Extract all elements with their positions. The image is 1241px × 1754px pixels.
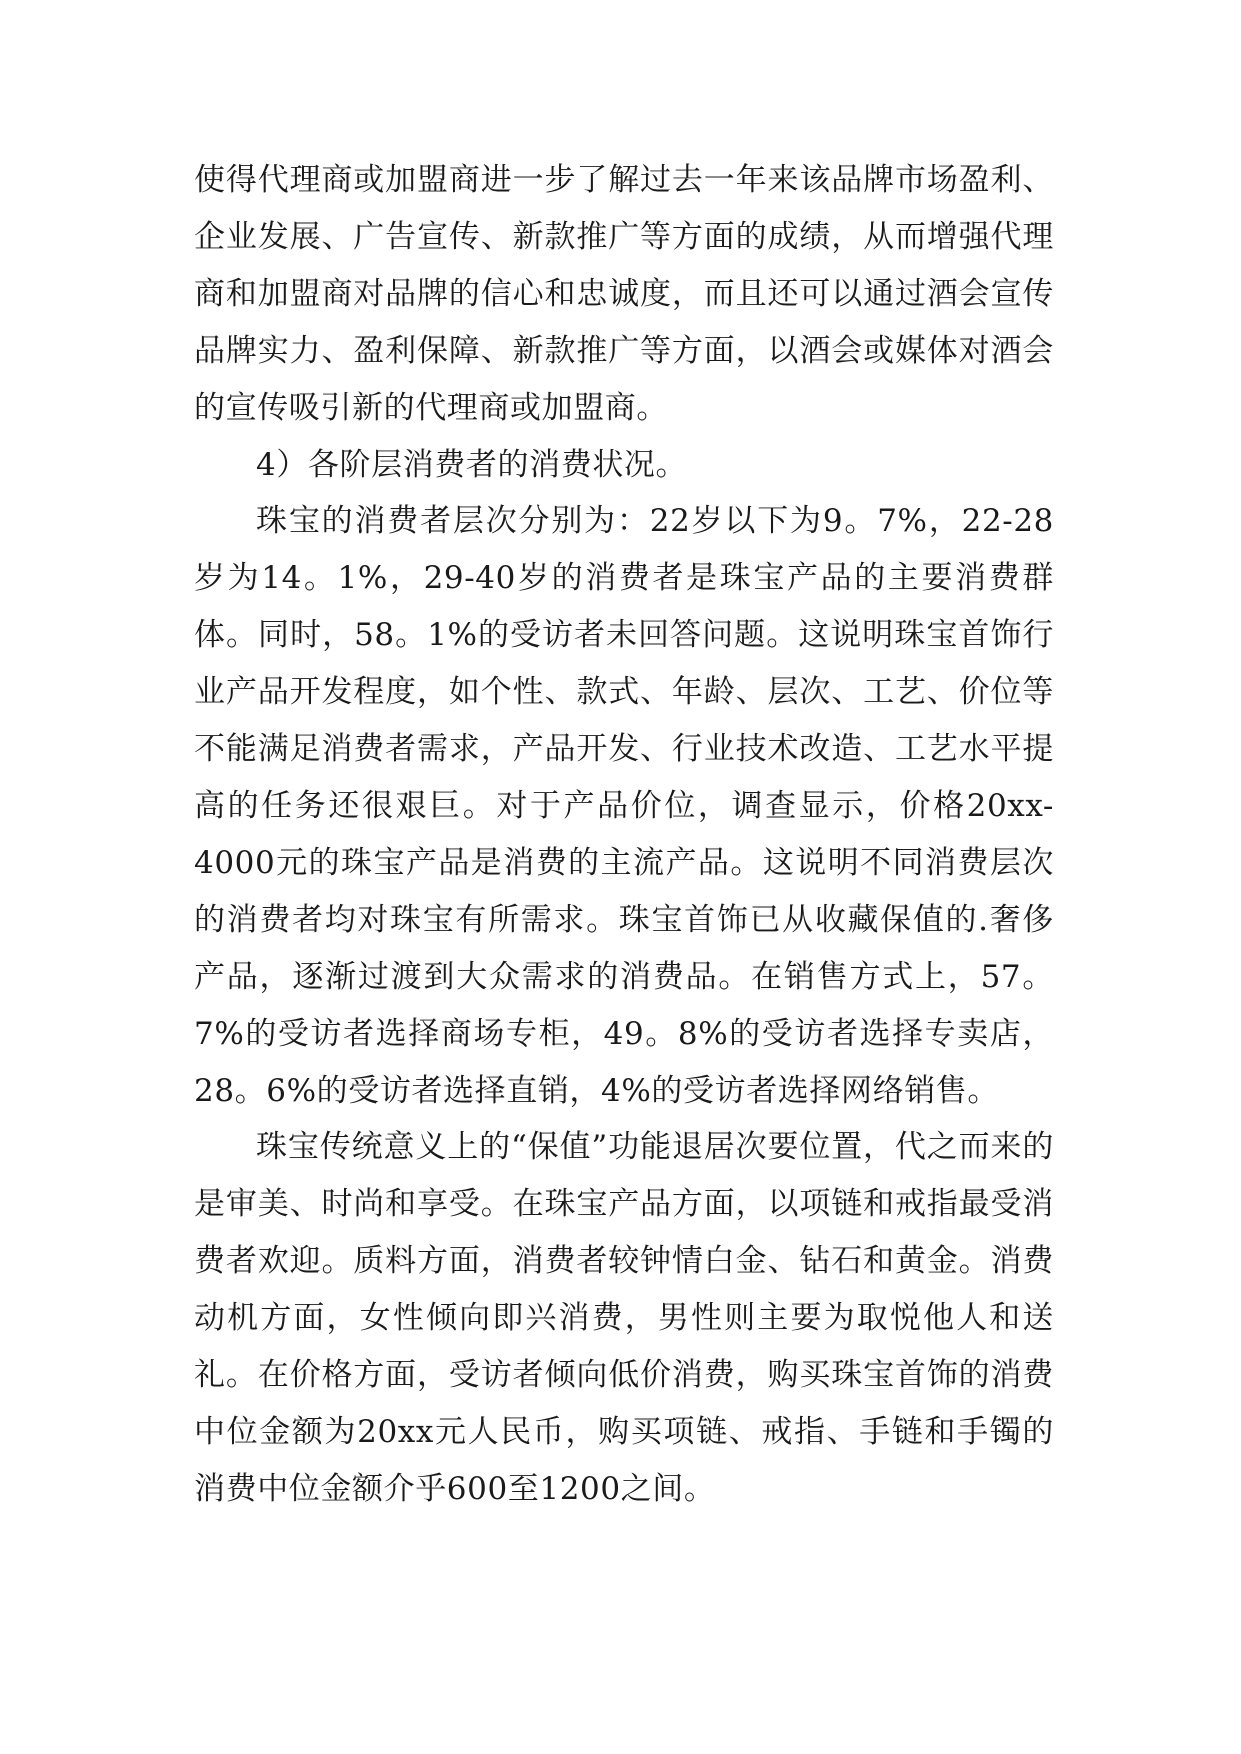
document-body [194, 152, 1054, 1518]
paragraph-continuation: 使得代理商或加盟商进一步了解过去一年来该品牌市场盈利、企业发展、广告宣传、新款推广等方面的成绩，从而增强代理商和加盟商对品牌的信心和忠诚度，而且还可以通过酒会宣传品牌实力、盈利保障、新款推广等方面，以酒会或媒体对酒会的宣传吸引新的代理商或加盟商。 [194, 162, 1054, 426]
paragraph-consumer-preferences: 珠宝传统意义上的“保值”功能退居次要位置，代之而来的是审美、时尚和享受。在珠宝产品方面，以项链和戒指最受消费者欢迎。质料方面，消费者较钟情白金、钻石和黄金。消费动机方面，女性倾向即兴消费，男性则主要为取悦他人和送礼。在价格方面，受访者倾向低价消费，购买珠宝首饰的消费中位金额为20xx元人民币，购买项链、戒指、手链和手镯的消费中位金额介乎600至1200之间。 [194, 1129, 1054, 1507]
paragraph-heading-consumer-levels: 4）各阶层消费者的消费状况。 [256, 446, 688, 483]
paragraph-consumer-statistics: 珠宝的消费者层次分别为：22岁以下为9。7%，22-28岁为14。1%，29-40岁的消费者是珠宝产品的主要消费群体。同时，58。1%的受访者未回答问题。这说明珠宝首饰行业产品开发程度，如个性、款式、年龄、层次、工艺、价位等不能满足消费者需求，产品开发、行业技术改造、工艺水平提高的任务还很艰巨。对于产品价位，调查显示，价格20xx-4000元的珠宝产品是消费的主流产品。这说明不同消费层次的消费者均对珠宝有所需求。珠宝首饰已从收藏保值的.奢侈产品，逐渐过渡到大众需求的消费品。在销售方式上，57。7%的受访者选择商场专柜，49。8%的受访者选择专卖店，28。6%的受访者选择直销，4%的受访者选择网络销售。 [194, 503, 1054, 1109]
